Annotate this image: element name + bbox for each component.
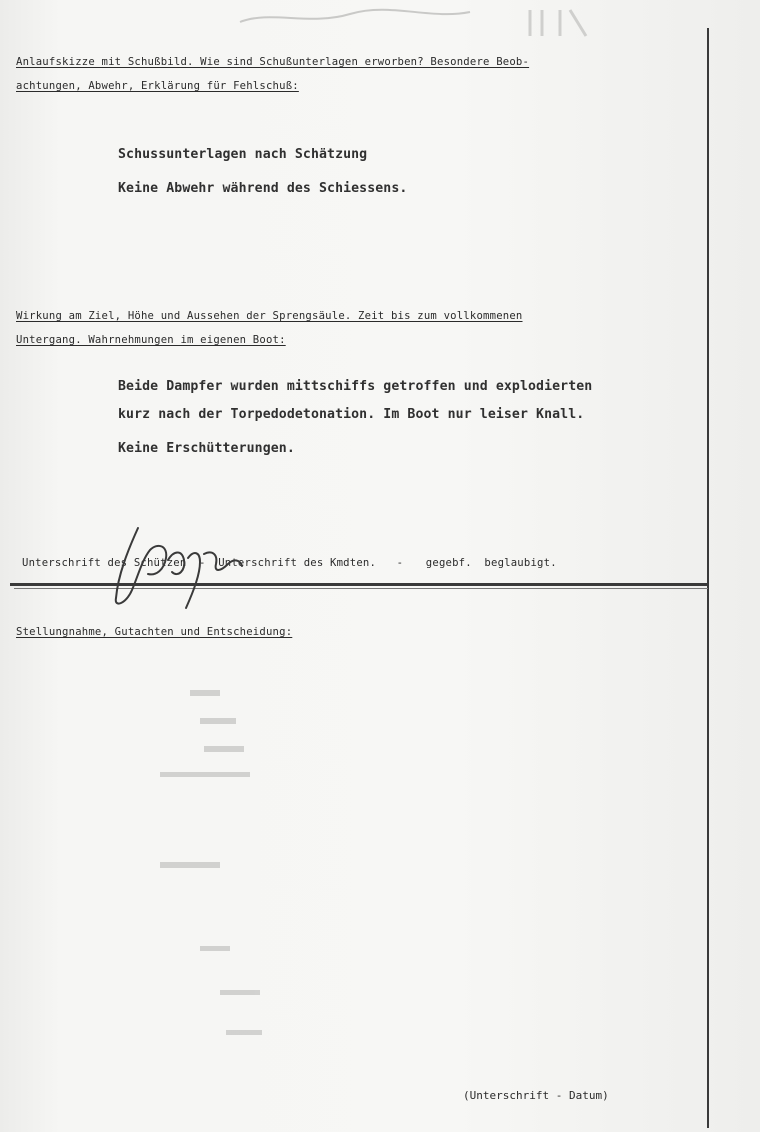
section2-entry-line: Keine Erschütterungen. <box>118 441 295 456</box>
section1-entry-line: Keine Abwehr während des Schiessens. <box>118 181 408 196</box>
section2-entry <box>118 373 592 463</box>
signature-row <box>22 557 563 569</box>
section3-label <box>16 620 292 644</box>
section2-label <box>16 304 523 352</box>
section1-entry <box>118 138 407 206</box>
section2-label-line: Untergang. Wahrnehmungen im eigenen Boot: <box>16 334 286 346</box>
section1-label <box>16 50 529 98</box>
section2-entry-line: Beide Dampfer wurden mittschiffs getroffen und explodierten <box>118 379 593 394</box>
handwritten-signature <box>108 520 268 615</box>
section1-entry-line: Schussunterlagen nach Schätzung <box>118 147 368 162</box>
section1-label-line: Anlaufskizze mit Schußbild. Wie sind Schußunterlagen erworben? Besondere Beob- <box>16 56 530 68</box>
right-margin-rule <box>707 28 709 1128</box>
signature-label-schuetze: Unterschrift des Schützen <box>22 557 187 569</box>
section3-label-line: Stellungnahme, Gutachten und Entscheidung: <box>16 626 293 638</box>
section2-entry-line: kurz nach der Torpedodetonation. Im Boot nur leiser Knall. <box>118 407 585 422</box>
signature-label-kmdt: Unterschrift des Kmdten. <box>218 557 377 569</box>
faint-stamp-marks <box>230 0 650 40</box>
section2-label-line: Wirkung am Ziel, Höhe und Aussehen der Sprengsäule. Zeit bis zum vollkommenen <box>16 310 523 322</box>
footer-signature-date: (Unterschrift - Datum) <box>463 1089 609 1102</box>
bleed-through-marks <box>160 650 440 1070</box>
signature-label-beglaubigt: beglaubigt. <box>484 557 557 569</box>
section1-label-line: achtungen, Abwehr, Erklärung für Fehlschuß: <box>16 80 299 92</box>
signature-label-gegebf: gegebf. <box>425 557 472 569</box>
signature-separator: - <box>199 557 206 569</box>
signature-separator: - <box>396 557 404 569</box>
